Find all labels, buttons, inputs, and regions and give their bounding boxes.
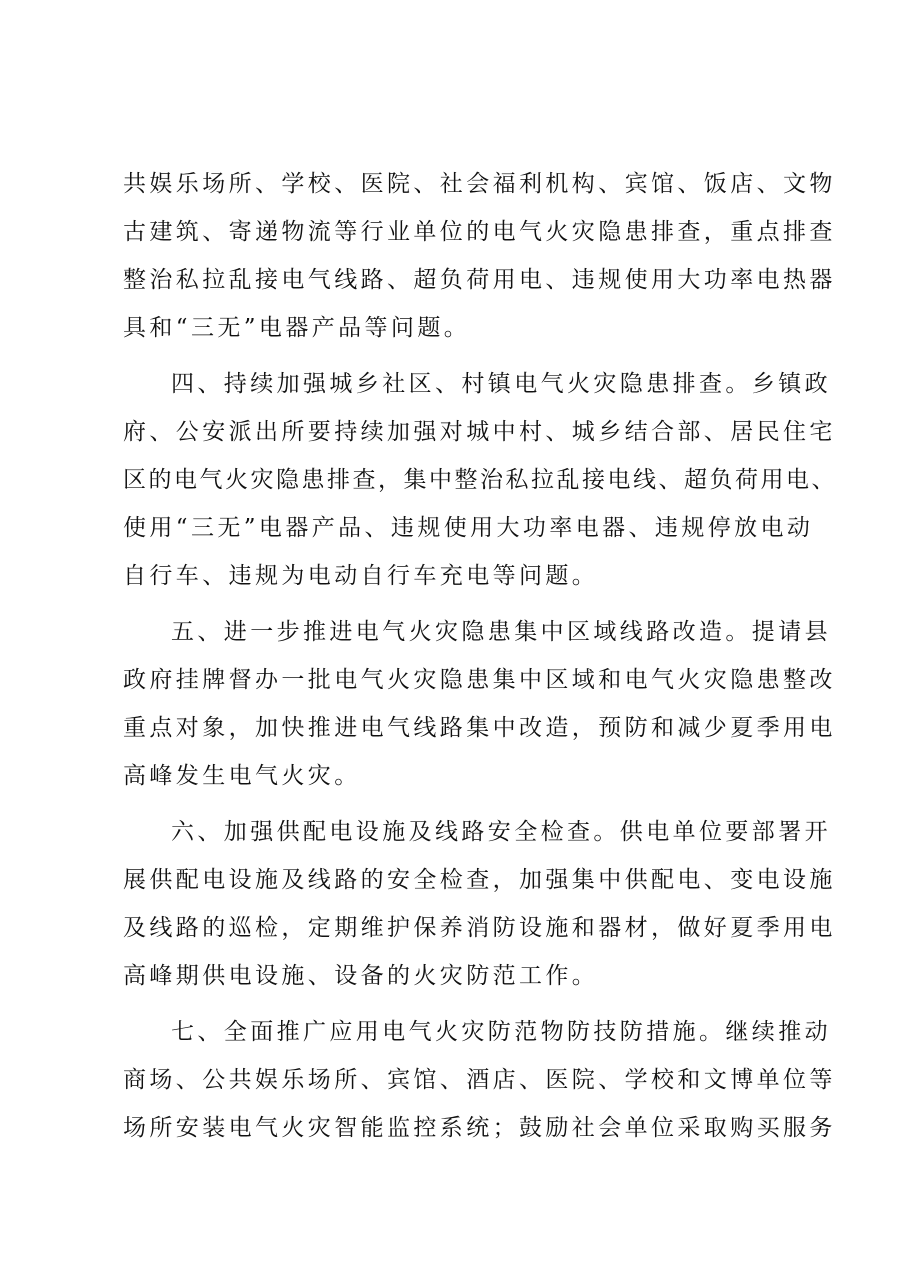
p2-line-4: 使用“三无”电器产品、违规使用大功率电器、违规停放电动 [123,515,814,541]
p1-line-4: 具和“三无”电器产品等问题。 [123,315,471,341]
p4-line-1: 六、加强供配电设施及线路安全检查。供电单位要部署开 [171,819,831,845]
p2-line-5: 自行车、违规为电动自行车充电等问题。 [123,563,599,589]
p5-line-2: 商场、公共娱乐场所、宾馆、酒店、医院、学校和文博单位等 [123,1067,836,1093]
p3-line-4: 高峰发生电气火灾。 [123,763,361,789]
p2-line-3: 区的电气火灾隐患排查，集中整治私拉乱接电线、超负荷用电、 [123,467,837,493]
p1-line-3: 整治私拉乱接电气线路、超负荷用电、违规使用大功率电热器 [123,267,836,293]
p4-line-2: 展供配电设施及线路的安全检查，加强集中供配电、变电设施 [123,867,836,893]
p4-line-4: 高峰期供电设施、设备的火灾防范工作。 [123,963,599,989]
p2-line-2: 府、公安派出所要持续加强对城中村、城乡结合部、居民住宅 [123,419,836,445]
document-body [123,160,837,1152]
p1-line-2: 古建筑、寄递物流等行业单位的电气火灾隐患排查，重点排查 [123,219,836,245]
p3-line-2: 政府挂牌督办一批电气火灾隐患集中区域和电气火灾隐患整改 [123,667,836,693]
p3-line-3: 重点对象，加快推进电气线路集中改造，预防和减少夏季用电 [123,715,836,741]
p2-line-1: 四、持续加强城乡社区、村镇电气火灾隐患排查。乡镇政 [171,371,831,397]
p3-line-1: 五、进一步推进电气火灾隐患集中区域线路改造。提请县 [171,619,831,645]
p1-line-1: 共娱乐场所、学校、医院、社会福利机构、宾馆、饭店、文物 [123,171,836,197]
p5-line-1: 七、全面推广应用电气火灾防范物防技防措施。继续推动 [171,1019,831,1045]
p5-line-3: 场所安装电气火灾智能监控系统；鼓励社会单位采取购买服务 [123,1115,836,1141]
p4-line-3: 及线路的巡检，定期维护保养消防设施和器材，做好夏季用电 [123,915,836,941]
